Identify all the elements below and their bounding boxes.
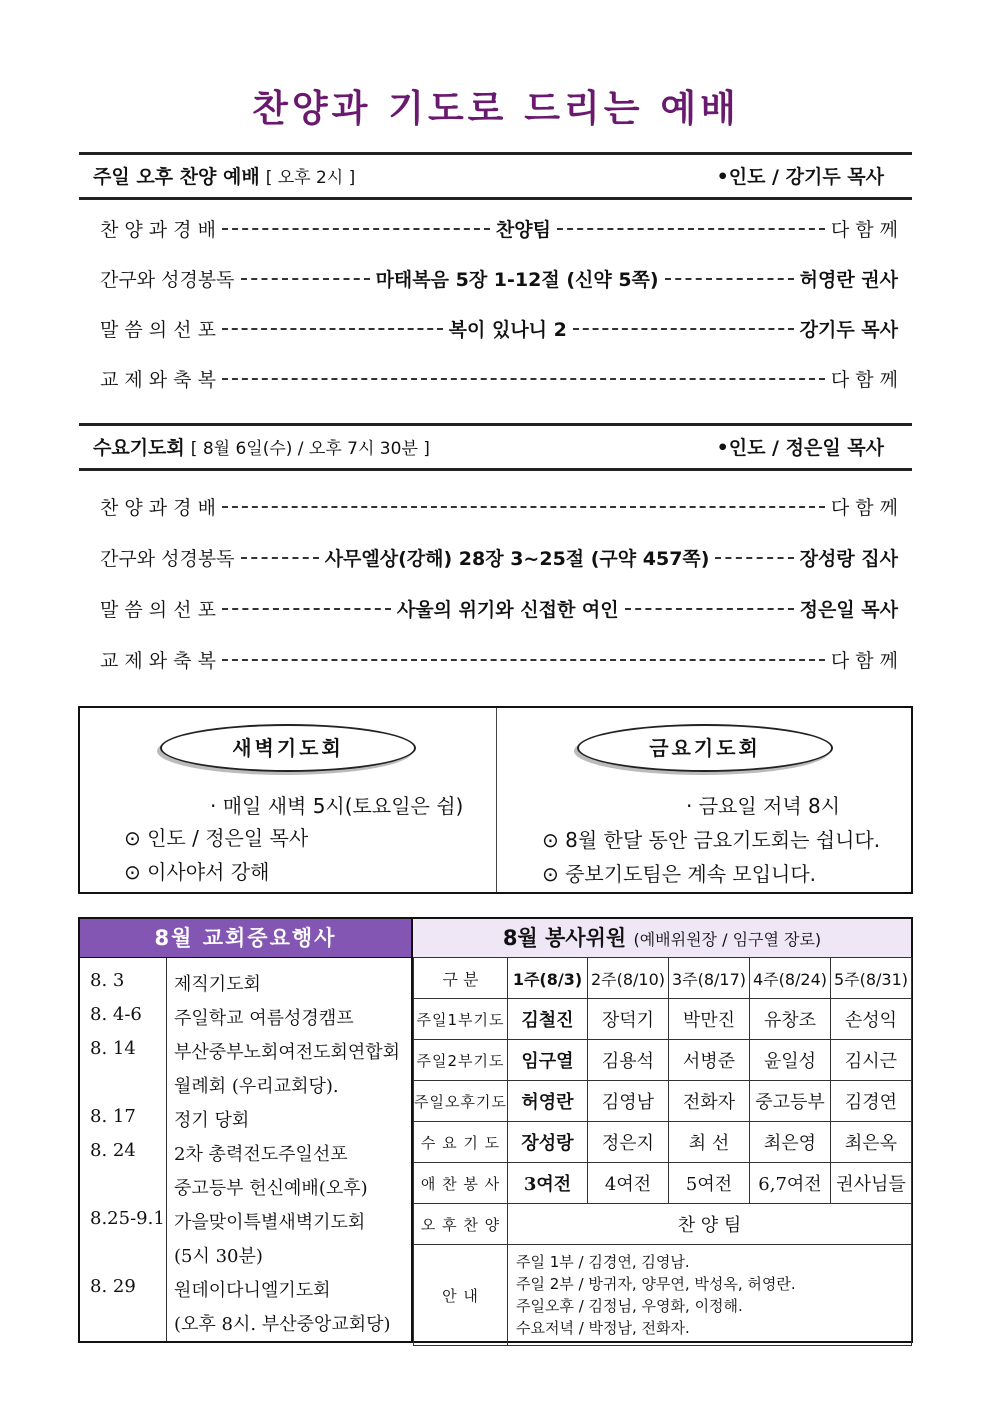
table-cell: 박만진 [669, 999, 750, 1040]
event-text: 부산중부노회여전도회연합회 [174, 1042, 401, 1063]
guide-line: 수요저녁 / 박정남, 전화자. [516, 1319, 690, 1337]
column-header: 2주(8/10) [588, 958, 669, 999]
friday-prayer-time: · 금요일 저녁 8시 [686, 794, 841, 818]
table-cell: 최은옥 [831, 1122, 912, 1163]
prayer-meetings-box [78, 706, 913, 894]
dawn-prayer-topic: ⊙ 이사야서 강해 [124, 860, 270, 884]
table-cell: 장덕기 [588, 999, 669, 1040]
table-cell: 3여전 [508, 1163, 588, 1204]
table-cell: 찬 양 팀 [508, 1204, 912, 1245]
table-cell: 최 선 [669, 1122, 750, 1163]
row-category: 주일1부기도 [414, 999, 508, 1040]
table-cell: 권사님들 [831, 1163, 912, 1204]
events-title: 8월 교회중요행사 [80, 919, 413, 957]
event-text: 가을맞이특별새벽기도회 [174, 1212, 366, 1233]
table-cell: 김철진 [508, 999, 588, 1040]
friday-prayer-title: 금요기도회 [577, 724, 833, 772]
order-person: 다 함 께 [830, 649, 898, 672]
table-cell: 김경연 [831, 1081, 912, 1122]
order-label: 찬 양 과 경 배 [100, 496, 216, 519]
servers-title-text: 8월 봉사위원 [502, 926, 627, 950]
event-date: 8. 17 [90, 1106, 136, 1127]
guide-line: 주일 1부 / 김경연, 김영남. [516, 1253, 690, 1271]
wednesday-service-leader: •인도 / 정은일 목사 [716, 437, 884, 459]
order-row [100, 263, 898, 293]
table-cell: 손성익 [831, 999, 912, 1040]
column-header: 1주(8/3) [508, 958, 588, 999]
table-cell: 김용석 [588, 1040, 669, 1081]
row-category: 애 찬 봉 사 [414, 1163, 508, 1204]
order-label: 말 씀 의 선 포 [100, 598, 216, 621]
order-person: 장성랑 집사 [799, 547, 899, 570]
order-label: 간구와 성경봉독 [100, 268, 235, 291]
list-item [80, 1134, 413, 1168]
order-row [100, 491, 898, 521]
column-header: 5주(8/31) [831, 958, 912, 999]
order-person: 허영란 권사 [799, 268, 899, 291]
table-cell: 6,7여전 [750, 1163, 831, 1204]
list-item [80, 1202, 413, 1236]
table-cell: 유창조 [750, 999, 831, 1040]
table-cell: 허영란 [508, 1081, 588, 1122]
order-row [100, 644, 898, 674]
guide-cell [508, 1245, 912, 1346]
event-text: 제직기도회 [174, 974, 261, 995]
event-date: 8. 14 [90, 1038, 136, 1059]
table-row [414, 1245, 912, 1346]
event-text: 정기 당회 [174, 1110, 250, 1131]
order-person: 다 함 께 [830, 496, 898, 519]
event-text: 주일학교 여름성경캠프 [174, 1008, 354, 1029]
wednesday-service-time: [ 8월 6일(수) / 오후 7시 30분 ] [190, 439, 430, 459]
event-text: 2차 총력전도주일선포 [174, 1144, 348, 1165]
event-date: 8. 3 [90, 970, 125, 991]
list-item [80, 1236, 413, 1270]
dawn-prayer-leader: ⊙ 인도 / 정은일 목사 [124, 826, 309, 850]
event-date: 8. 29 [90, 1276, 136, 1297]
friday-prayer-notice-2: ⊙ 중보기도팀은 계속 모입니다. [542, 862, 817, 886]
sunday-service-name: 주일 오후 찬양 예배 [93, 166, 260, 188]
column-header: 4주(8/24) [750, 958, 831, 999]
servers-title [413, 919, 911, 958]
event-text: 중고등부 헌신예배(오후) [174, 1178, 368, 1199]
event-date: 8. 4-6 [90, 1004, 142, 1025]
order-row [100, 313, 898, 343]
order-content: 사울의 위기와 신접한 여인 [396, 598, 619, 621]
events-list [80, 957, 413, 1341]
friday-prayer-notice: ⊙ 8월 한달 동안 금요기도회는 쉽니다. [542, 828, 881, 852]
sunday-service-header [79, 152, 912, 200]
event-text: (5시 30분) [174, 1246, 263, 1267]
table-row [414, 1204, 912, 1245]
row-category: 주일오후기도 [414, 1081, 508, 1122]
order-person: 강기두 목사 [799, 318, 898, 341]
event-text: 원데이다니엘기도회 [174, 1280, 331, 1301]
page-title: 찬양과 기도로 드리는 예배 [252, 87, 740, 130]
list-item [80, 1032, 413, 1066]
table-cell: 윤일성 [750, 1040, 831, 1081]
row-category: 안 내 [414, 1245, 508, 1346]
order-row [100, 542, 898, 572]
table-row [414, 1122, 912, 1163]
order-row [100, 363, 898, 393]
order-label: 간구와 성경봉독 [100, 547, 235, 570]
order-label: 말 씀 의 선 포 [100, 318, 216, 341]
order-person: 정은일 목사 [799, 598, 899, 621]
table-cell: 서병준 [669, 1040, 750, 1081]
table-header-row [414, 958, 912, 999]
sunday-service-leader: •인도 / 강기두 목사 [716, 166, 884, 188]
dawn-prayer-title: 새벽기도회 [160, 724, 416, 772]
order-label: 교 제 와 축 복 [100, 368, 216, 391]
dawn-prayer-time: · 매일 새벽 5시(토요일은 쉼) [210, 794, 464, 818]
order-label: 찬 양 과 경 배 [100, 218, 216, 241]
event-text: (오후 8시. 부산중앙교회당) [174, 1314, 391, 1335]
table-cell: 김시근 [831, 1040, 912, 1081]
wednesday-service-name: 수요기도회 [93, 437, 185, 459]
order-row [100, 213, 898, 243]
events-and-servers [78, 917, 913, 1343]
guide-line: 주일오후 / 김정님, 우영화, 이정해. [516, 1297, 743, 1315]
row-category: 주일2부기도 [414, 1040, 508, 1081]
servers-table [413, 957, 912, 1346]
table-cell: 최은영 [750, 1122, 831, 1163]
list-item [80, 998, 413, 1032]
list-item [80, 1066, 413, 1100]
sunday-service-time: [ 오후 2시 ] [265, 168, 356, 188]
order-person: 다 함 께 [830, 218, 898, 241]
row-category: 수 요 기 도 [414, 1122, 508, 1163]
order-row [100, 593, 898, 623]
event-date: 8.25-9.1 [90, 1208, 165, 1229]
column-header: 3주(8/17) [669, 958, 750, 999]
event-date: 8. 24 [90, 1140, 136, 1161]
order-content: 복이 있나니 2 [448, 318, 567, 341]
table-cell: 장성랑 [508, 1122, 588, 1163]
table-row [414, 999, 912, 1040]
table-row [414, 1081, 912, 1122]
list-item [80, 1168, 413, 1202]
table-cell: 김영남 [588, 1081, 669, 1122]
wednesday-service-header [79, 423, 912, 471]
table-cell: 4여전 [588, 1163, 669, 1204]
event-text: 월례회 (우리교회당). [174, 1076, 339, 1097]
row-category: 오 후 찬 양 [414, 1204, 508, 1245]
order-content: 마태복음 5장 1-12절 (신약 5쪽) [375, 268, 659, 291]
table-row [414, 1163, 912, 1204]
order-person: 다 함 께 [830, 368, 898, 391]
list-item [80, 1270, 413, 1304]
guide-line: 주일 2부 / 방귀자, 양무연, 박성옥, 허영란. [516, 1275, 796, 1293]
table-cell: 전화자 [669, 1081, 750, 1122]
table-cell: 중고등부 [750, 1081, 831, 1122]
list-item [80, 1304, 413, 1338]
table-row [414, 1040, 912, 1081]
list-item [80, 1100, 413, 1134]
table-cell: 정은지 [588, 1122, 669, 1163]
list-item [80, 964, 413, 998]
column-header: 구 분 [414, 958, 508, 999]
table-cell: 5여전 [669, 1163, 750, 1204]
servers-subtitle: (예배위원장 / 임구열 장로) [633, 930, 822, 949]
order-label: 교 제 와 축 복 [100, 649, 216, 672]
order-content: 찬양팀 [495, 218, 551, 241]
table-cell: 임구열 [508, 1040, 588, 1081]
order-content: 사무엘상(강해) 28장 3~25절 (구약 457쪽) [324, 547, 710, 570]
